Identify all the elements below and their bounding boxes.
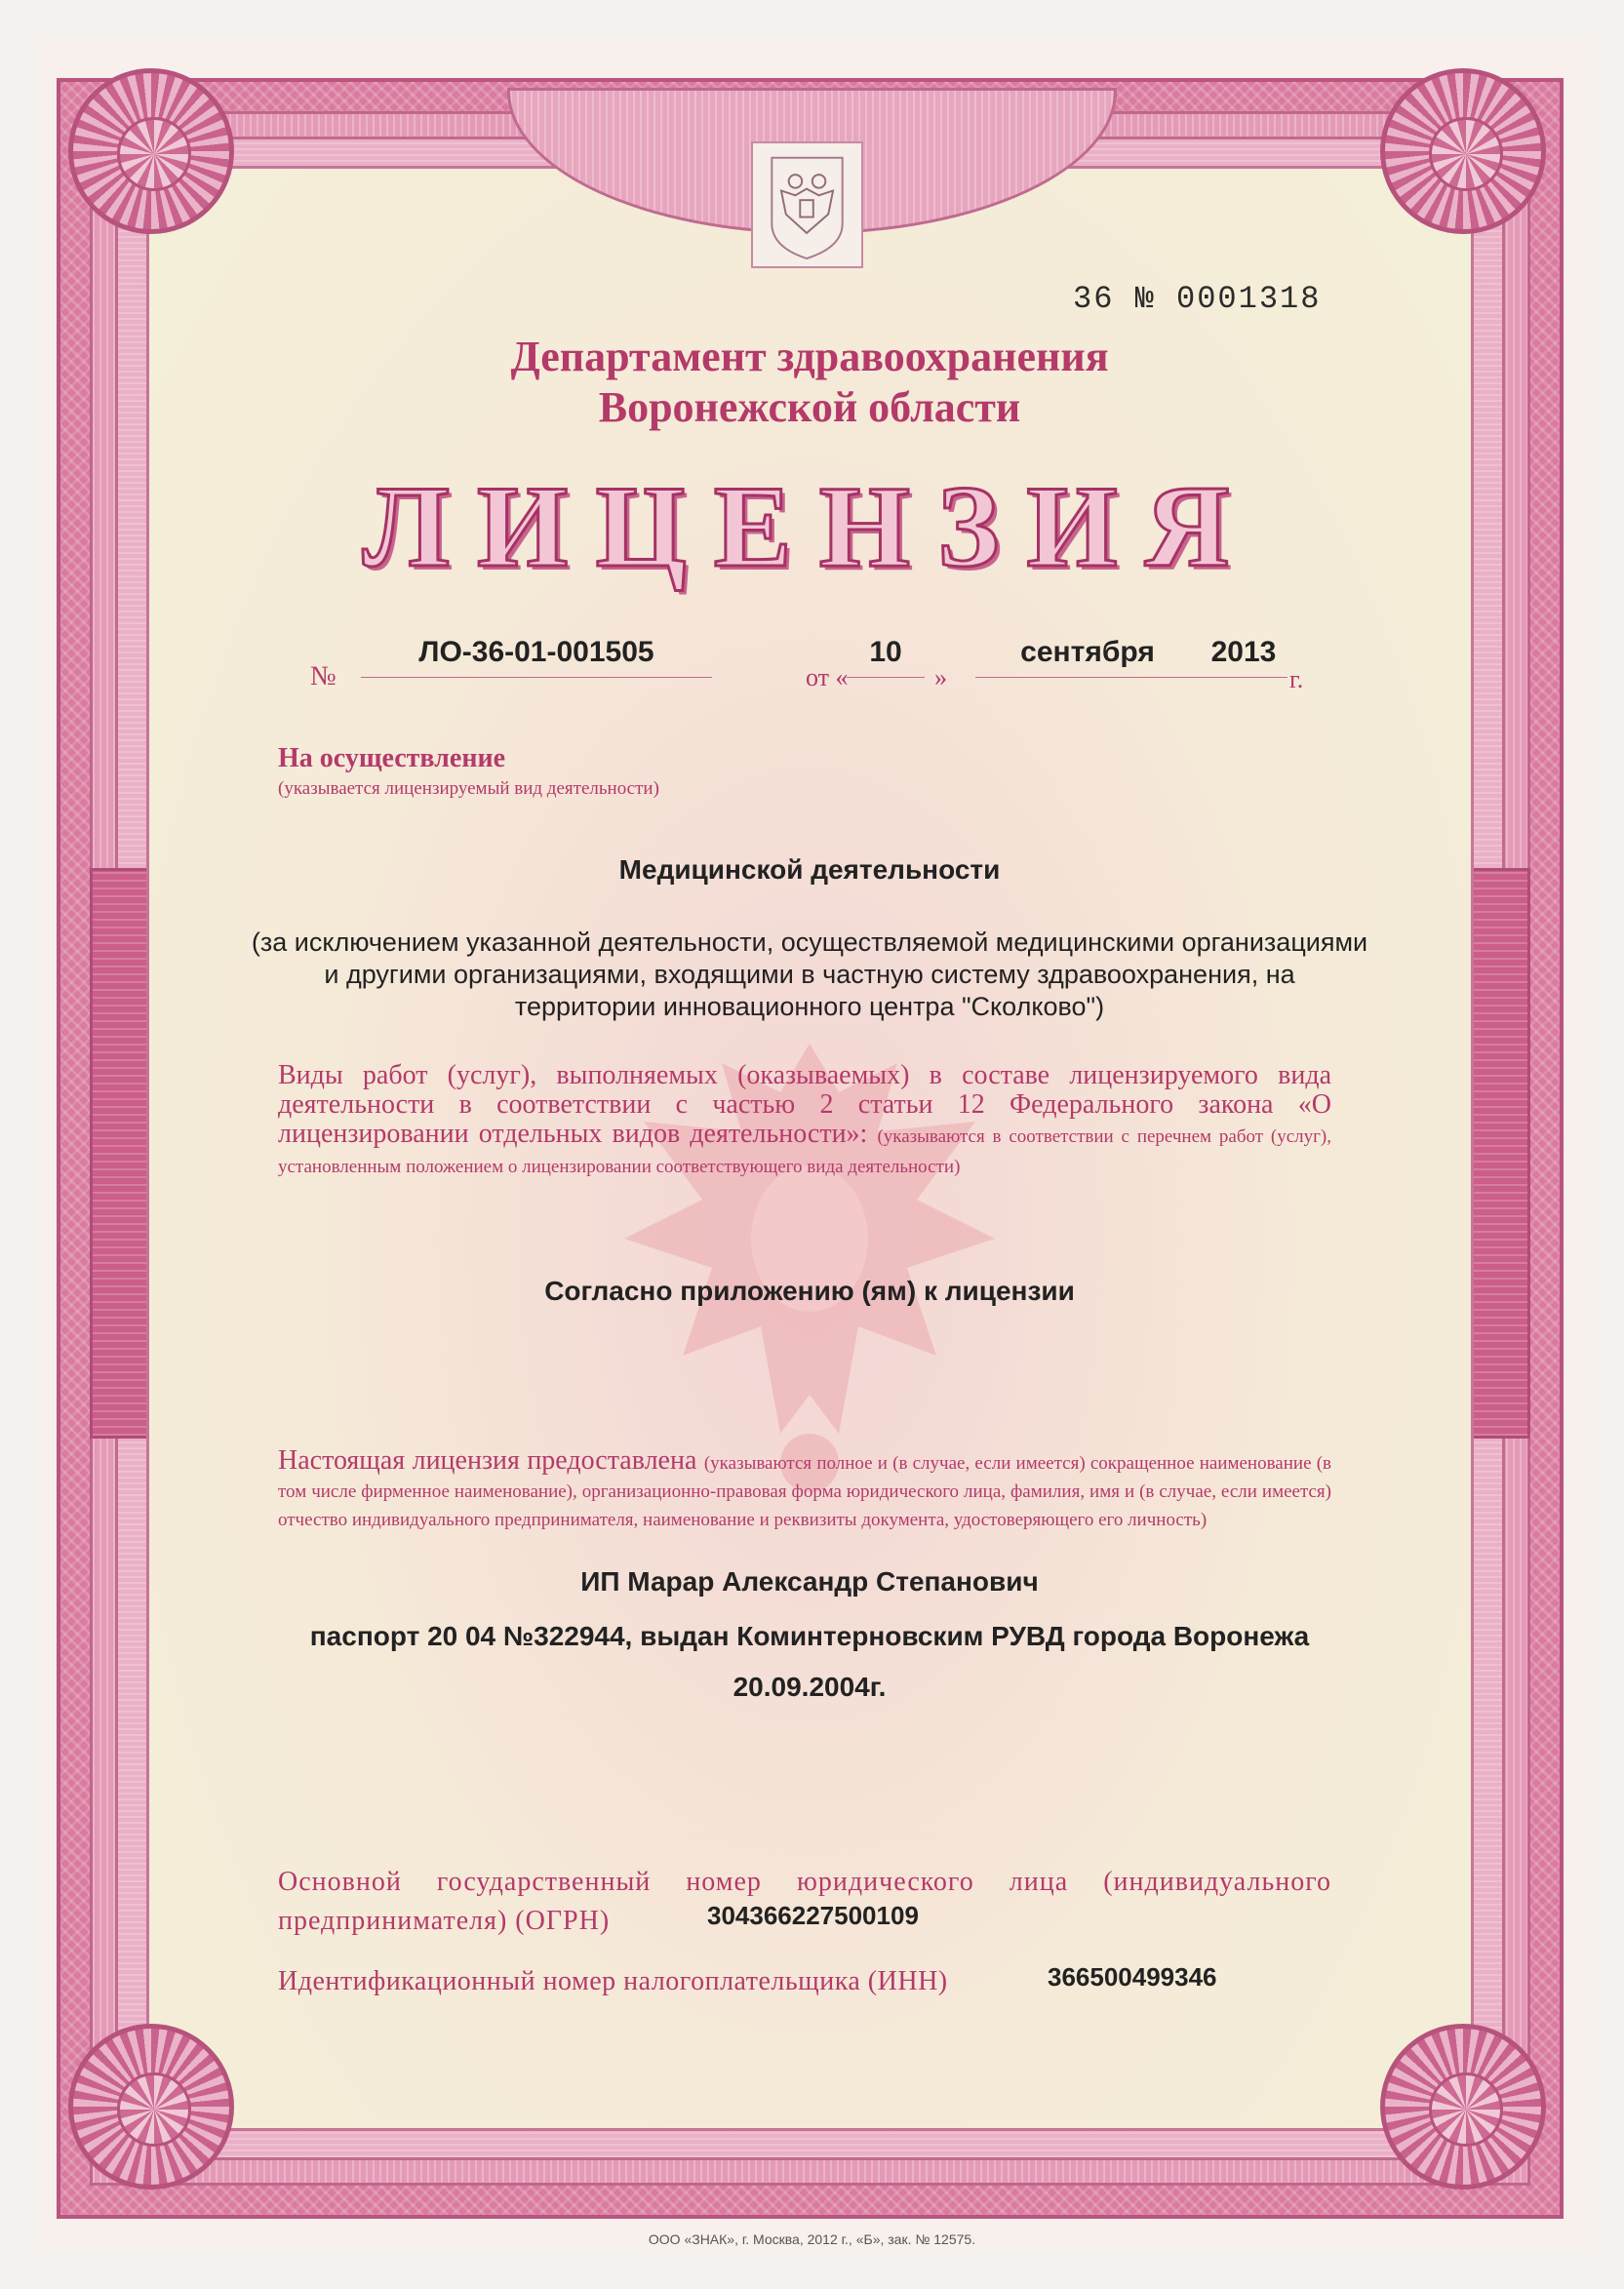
date-quote-close: » xyxy=(934,663,947,691)
passport-issue-date: 20.09.2004г. xyxy=(733,1672,887,1702)
coat-of-arms-icon xyxy=(751,141,863,268)
document-title: ЛИЦЕНЗИЯ xyxy=(362,461,1257,591)
form-serial-number: 36 № 0001318 xyxy=(1073,281,1322,317)
number-sign-label: № xyxy=(310,661,337,691)
activity-name: Медицинской деятельности xyxy=(618,854,1001,885)
purpose-note: (указывается лицензируемый вид деятельности) xyxy=(278,778,659,799)
work-types-paragraph xyxy=(278,1061,1331,1180)
license-day: 10 xyxy=(847,636,925,678)
activity-note-line-3: территории инновационного центра "Сколково") xyxy=(514,992,1105,1021)
printer-imprint: ООО «ЗНАК», г. Москва, 2012 г., «Б», зак. № 12575. xyxy=(648,2231,976,2247)
work-types-value: Согласно приложению (ям) к лицензии xyxy=(544,1276,1075,1306)
ogrn-value: 304366227500109 xyxy=(707,1901,919,1930)
holder-passport: паспорт 20 04 №322944, выдан Коминтерновским РУВД города Воронежа xyxy=(309,1621,1310,1651)
rosette-ornament-icon xyxy=(68,2024,234,2190)
rosette-ornament-icon xyxy=(1380,68,1546,234)
granted-text: Настоящая лицензия предоставлена xyxy=(278,1445,697,1476)
rosette-ornament-icon xyxy=(1380,2024,1546,2190)
activity-note-line-2: и другими организациями, входящими в частную систему здравоохранения, на xyxy=(324,960,1295,989)
license-month: сентября xyxy=(975,636,1200,678)
granted-paragraph xyxy=(278,1447,1331,1532)
license-number: ЛО-36-01-001505 xyxy=(361,636,712,678)
authority-line-2: Воронежской области xyxy=(598,383,1021,431)
issuing-authority xyxy=(371,332,1248,433)
inn-value: 366500499346 xyxy=(1048,1962,1217,1992)
date-from-label: от « xyxy=(806,663,849,691)
rosette-ornament-icon xyxy=(68,68,234,234)
purpose-label: На осуществление xyxy=(278,743,506,773)
license-holder-name: ИП Марар Александр Степанович xyxy=(580,1566,1039,1597)
inn-label: Идентификационный номер налогоплательщика (ИНН) xyxy=(278,1966,948,1996)
activity-note-line-1: (за исключением указанной деятельности, осуществляемой медицинскими организациями xyxy=(251,927,1368,957)
work-types-text: Виды работ (услуг), выполняемых (оказываемых) в составе лицензируемого вида деятельности в соответствии с частью 2 статьи 12 Федерального закона «О лицензировании отдельных видов деятельности»: xyxy=(278,1060,1331,1149)
authority-line-1: Департамент здравоохранения xyxy=(510,333,1109,380)
year-suffix: г. xyxy=(1289,665,1304,693)
work-types-note: (указываются в соответствии с перечнем работ (услуг), установленным положением о лицензировании соответствующего вида деятельности) xyxy=(278,1126,1331,1177)
license-year: 2013 xyxy=(1200,636,1287,678)
ogrn-label: Основной государственный номер юридического лица (индивидуального предпринимателя) (ОГРН) xyxy=(278,1867,1331,1936)
activity-exception-note xyxy=(210,927,1409,1023)
granted-note: (указываются полное и (в случае, если имеется) сокращенное наименование (в том числе фирменное наименование), организационно-правовая форма юридического лица, фамилия, имя и (в случае, если имеется) отчество индивидуального предпринимателя, наименование и реквизиты документа, удостоверяющего его личность) xyxy=(278,1453,1332,1530)
